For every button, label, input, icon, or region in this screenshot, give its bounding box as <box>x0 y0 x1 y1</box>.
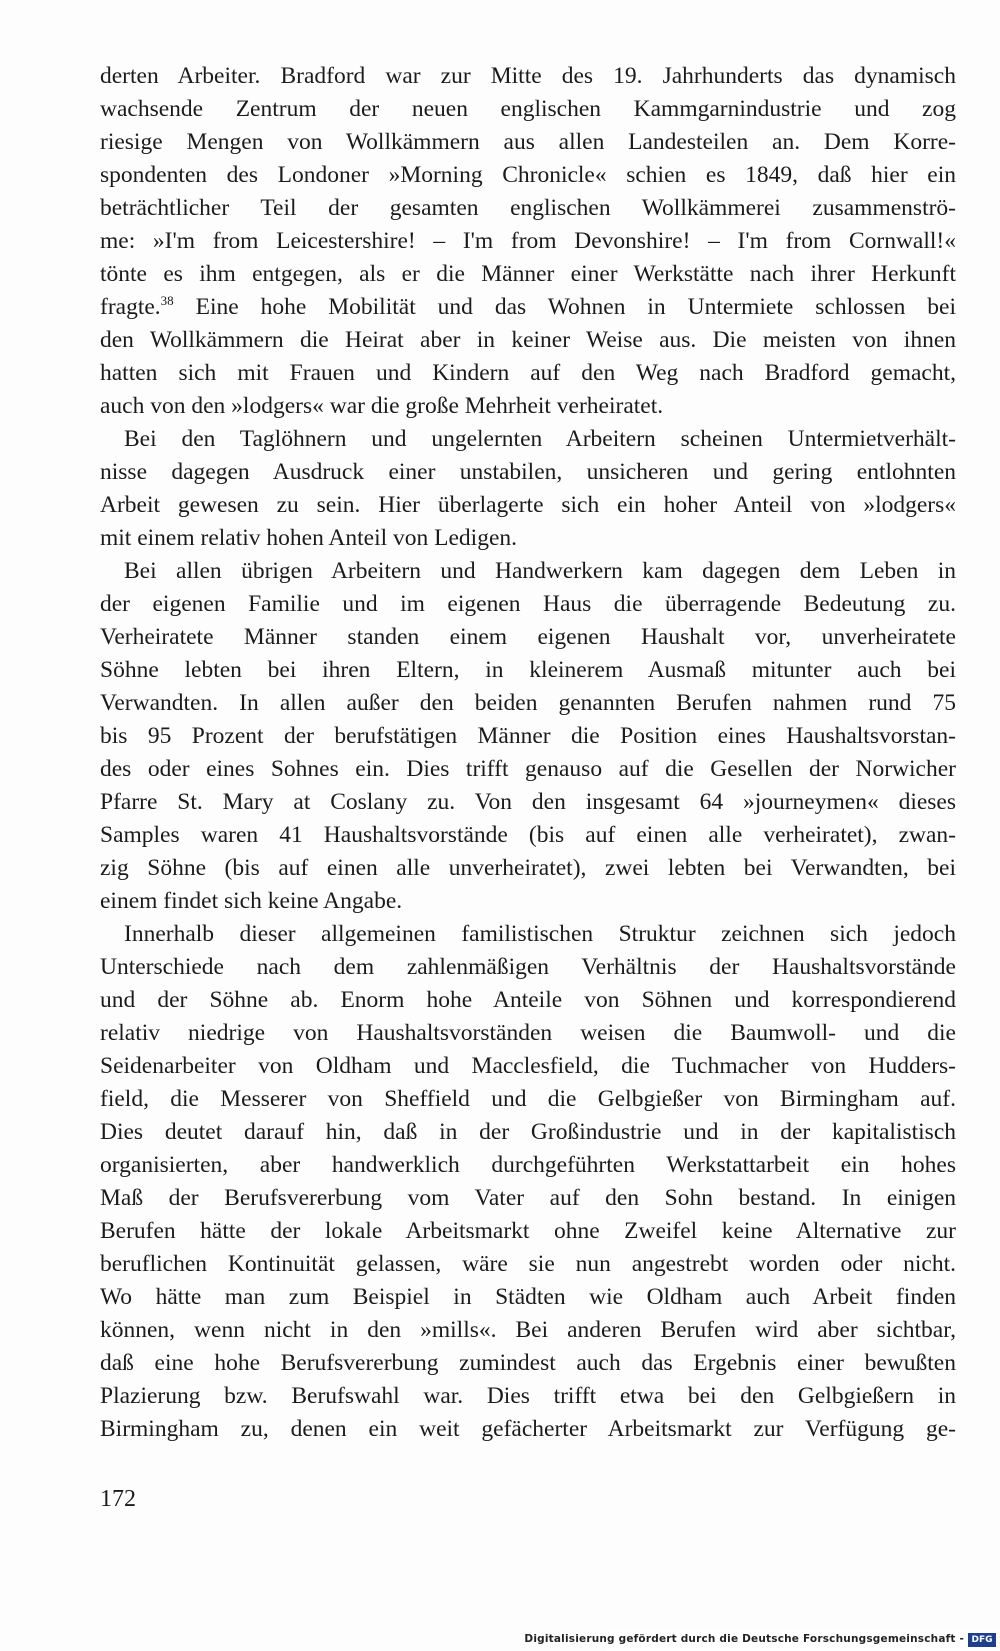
text-line: Söhne lebten bei ihren Eltern, in kleinerem Ausmaß mitunter auch bei <box>100 657 956 683</box>
paragraph <box>100 60 956 423</box>
text-line: und der Söhne ab. Enorm hohe Anteile von Söhnen und korrespondierend <box>100 987 956 1013</box>
text-segment: Eine hohe Mobilität und das Wohnen in Untermiete schlossen bei <box>173 294 956 320</box>
text-line: bis 95 Prozent der berufstätigen Männer die Position eines Haushaltsvorstan- <box>100 723 956 749</box>
text-line: einem findet sich keine Angabe. <box>100 888 403 914</box>
text-line: nisse dagegen Ausdruck einer unstabilen, unsicheren und gering entlohnten <box>100 459 956 485</box>
text-line: Maß der Berufsvererbung vom Vater auf den Sohn bestand. In einigen <box>100 1185 956 1211</box>
text-line: Unterschiede nach dem zahlenmäßigen Verhältnis der Haushaltsvorstände <box>100 954 956 980</box>
text-line: auch von den »lodgers« war die große Mehrheit verheiratet. <box>100 393 664 419</box>
text-line: Verwandten. In allen außer den beiden genannten Berufen nahmen rund 75 <box>100 690 956 716</box>
text-line: Birmingham zu, denen ein weit gefächerter Arbeitsmarkt zur Verfügung ge- <box>100 1416 956 1442</box>
paragraph <box>100 555 956 918</box>
text-line: wachsende Zentrum der neuen englischen Kammgarnindustrie und zog <box>100 96 956 122</box>
text-line: hatten sich mit Frauen und Kindern auf den Weg nach Bradford gemacht, <box>100 360 956 386</box>
footer-credit: Digitalisierung gefördert durch die Deutsche Forschungsgemeinschaft - <box>524 1633 964 1645</box>
text-line <box>100 291 956 324</box>
text-line: Wo hätte man zum Beispiel in Städten wie Oldham auch Arbeit finden <box>100 1284 956 1310</box>
text-line: Plazierung bzw. Berufswahl war. Dies trifft etwa bei den Gelbgießern in <box>100 1383 956 1409</box>
text-line: Bei den Taglöhnern und ungelernten Arbeitern scheinen Untermietverhält- <box>124 426 956 452</box>
body-text <box>100 60 956 1446</box>
text-line: Pfarre St. Mary at Coslany zu. Von den insgesamt 64 »journeymen« dieses <box>100 789 956 815</box>
text-line: Dies deutet darauf hin, daß in der Großindustrie und in der kapitalistisch <box>100 1119 956 1145</box>
text-line: zig Söhne (bis auf einen alle unverheiratet), zwei lebten bei Verwandten, bei <box>100 855 956 881</box>
text-line: Seidenarbeiter von Oldham und Macclesfield, die Tuchmacher von Hudders- <box>100 1053 956 1079</box>
text-line: derten Arbeiter. Bradford war zur Mitte des 19. Jahrhunderts das dynamisch <box>100 63 956 89</box>
text-line: organisierten, aber handwerklich durchgeführten Werkstattarbeit ein hohes <box>100 1152 956 1178</box>
text-line: können, wenn nicht in den »mills«. Bei anderen Berufen wird aber sichtbar, <box>100 1317 956 1343</box>
text-line: beträchtlicher Teil der gesamten englischen Wollkämmerei zusammenströ- <box>100 195 956 221</box>
page-number: 172 <box>100 1486 136 1512</box>
footnote-reference: 38 <box>160 293 174 308</box>
text-line: beruflichen Kontinuität gelassen, wäre sie nun angestrebt worden oder nicht. <box>100 1251 956 1277</box>
text-line: des oder eines Sohnes ein. Dies trifft genauso auf die Gesellen der Norwicher <box>100 756 956 782</box>
text-line: riesige Mengen von Wollkämmern aus allen Landesteilen an. Dem Korre- <box>100 129 956 155</box>
text-line: daß eine hohe Berufsvererbung zumindest auch das Ergebnis einer bewußten <box>100 1350 956 1376</box>
text-line: Bei allen übrigen Arbeitern und Handwerkern kam dagegen dem Leben in <box>124 558 956 584</box>
paragraph <box>100 918 956 1446</box>
text-line: Arbeit gewesen zu sein. Hier überlagerte sich ein hoher Anteil von »lodgers« <box>100 492 956 518</box>
text-segment: fragte. <box>100 294 161 320</box>
text-line: relativ niedrige von Haushaltsvorständen weisen die Baumwoll- und die <box>100 1020 956 1046</box>
text-line: me: »I'm from Leicestershire! – I'm from Devonshire! – I'm from Cornwall!« <box>100 228 956 254</box>
dfg-logo-icon: DFG <box>968 1633 996 1647</box>
text-line: Verheiratete Männer standen einem eigenen Haushalt vor, unverheiratete <box>100 624 956 650</box>
text-line: Berufen hätte der lokale Arbeitsmarkt ohne Zweifel keine Alternative zur <box>100 1218 956 1244</box>
paragraph <box>100 423 956 555</box>
text-line: der eigenen Familie und im eigenen Haus die überragende Bedeutung zu. <box>100 591 956 617</box>
text-line: field, die Messerer von Sheffield und die Gelbgießer von Birmingham auf. <box>100 1086 956 1112</box>
text-line: Innerhalb dieser allgemeinen familistischen Struktur zeichnen sich jedoch <box>124 921 956 947</box>
text-line: Samples waren 41 Haushaltsvorstände (bis auf einen alle verheiratet), zwan- <box>100 822 956 848</box>
text-line: tönte es ihm entgegen, als er die Männer einer Werkstätte nach ihrer Herkunft <box>100 261 956 287</box>
text-line: spondenten des Londoner »Morning Chronicle« schien es 1849, daß hier ein <box>100 162 956 188</box>
digitization-footer <box>524 1631 1000 1651</box>
text-line: den Wollkämmern die Heirat aber in keiner Weise aus. Die meisten von ihnen <box>100 327 956 353</box>
text-line: mit einem relativ hohen Anteil von Ledigen. <box>100 525 518 551</box>
